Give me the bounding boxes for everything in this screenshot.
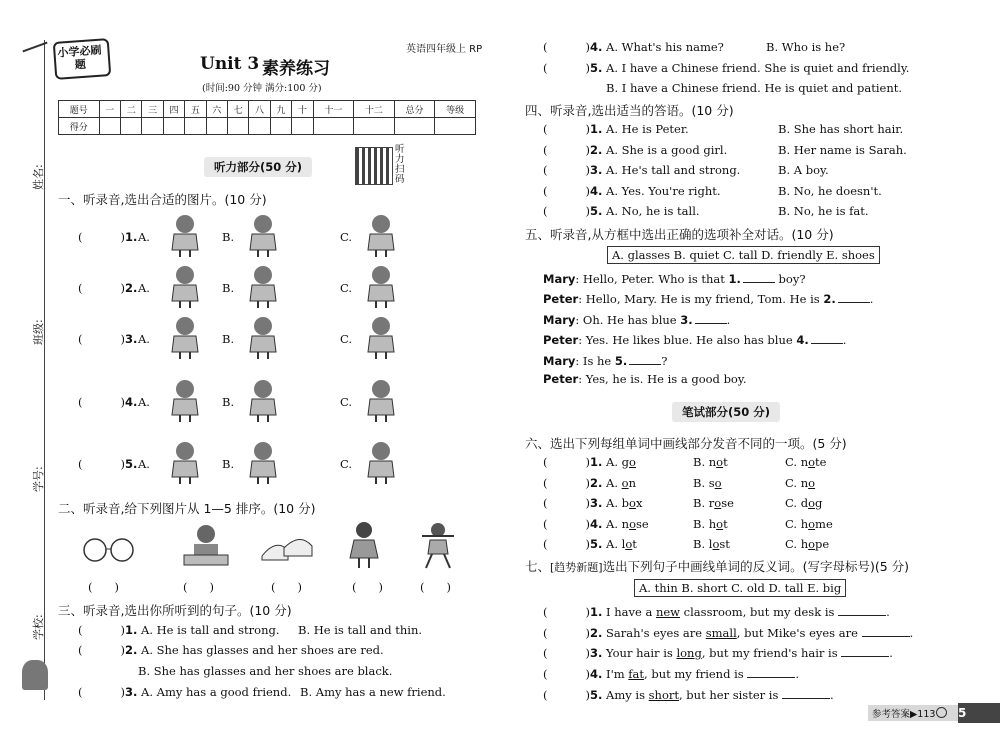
section-5-title: 五、听录音,从方框中选出正确的选项补全对话。(10 分) bbox=[525, 227, 834, 242]
dialogue-text-end: . bbox=[842, 333, 847, 347]
s4-option-b: B. No, he doesn't. bbox=[778, 184, 882, 198]
girl-exercising-picture bbox=[356, 377, 406, 423]
s7-question-row: ( )1. I have a new classroom, but my desk is . bbox=[543, 605, 890, 619]
sneakers-picture bbox=[238, 263, 288, 309]
s1-option-label[interactable]: A. bbox=[138, 230, 150, 244]
s6-word-c bbox=[785, 476, 815, 490]
girl-with-pigtails-picture bbox=[160, 212, 210, 258]
answer-blank[interactable] bbox=[743, 270, 775, 283]
score-table-header-cell: 六 bbox=[206, 101, 227, 118]
underlined-letters: o bbox=[712, 537, 720, 551]
dialogue-text-end: . bbox=[869, 292, 874, 306]
answer-paren[interactable]: ( ) bbox=[78, 230, 125, 244]
word-part: B. s bbox=[693, 476, 715, 490]
sort-answer-parens[interactable]: ( ) bbox=[420, 580, 451, 594]
girl-with-music-picture bbox=[356, 439, 406, 485]
dialogue-line bbox=[543, 372, 746, 386]
word-part: B. l bbox=[693, 537, 713, 551]
word-part: g bbox=[815, 496, 823, 510]
side-label-number: 学号: bbox=[32, 466, 45, 492]
score-table-header-cell: 四 bbox=[163, 101, 184, 118]
glasses-picture bbox=[80, 535, 138, 565]
s4-question-number: 5. bbox=[590, 204, 603, 218]
s3-question-5: ( )5. A. I have a Chinese friend. She is quiet and friendly. bbox=[543, 61, 910, 75]
s4-question-row bbox=[543, 204, 700, 218]
section-1-title: 一、听录音,选出合适的图片。(10 分) bbox=[58, 192, 267, 207]
glasses-picture bbox=[160, 263, 210, 309]
underlined-letters: o bbox=[716, 455, 724, 469]
s7-question-number: 1. bbox=[590, 605, 603, 619]
answer-paren[interactable]: ( ) bbox=[78, 623, 125, 637]
score-table-header-cell: 题号 bbox=[59, 101, 100, 118]
answer-paren[interactable]: ( ) bbox=[78, 281, 125, 295]
dialogue-text: : Yes, he is. He is a good boy. bbox=[578, 372, 747, 386]
s1-option-label[interactable]: A. bbox=[138, 281, 150, 295]
unit-title: Unit 3 bbox=[200, 54, 260, 74]
score-table-header-cell: 三 bbox=[142, 101, 163, 118]
score-table-score-row bbox=[59, 118, 476, 135]
sentence-start: Amy is bbox=[606, 688, 649, 702]
dialogue-line bbox=[543, 270, 806, 286]
answer-blank[interactable] bbox=[629, 352, 661, 365]
underlined-letters: o bbox=[716, 517, 724, 531]
girl-reading-picture bbox=[238, 439, 288, 485]
s1-option-label[interactable]: C. bbox=[340, 230, 353, 244]
s1-question-number: 4. bbox=[125, 395, 138, 409]
score-cell[interactable] bbox=[121, 118, 142, 135]
s1-option-label[interactable]: C. bbox=[340, 457, 353, 471]
score-table-header-cell: 总分 bbox=[394, 101, 435, 118]
s4-option-a: A. He's tall and strong. bbox=[606, 163, 741, 177]
s6-word-b bbox=[693, 476, 722, 490]
girl-with-flower-picture bbox=[356, 314, 406, 360]
s3-q2-option-b: B. She has glasses and her shoes are black. bbox=[138, 664, 393, 678]
underlined-word: long bbox=[676, 646, 702, 660]
s7-question-row: ( )3. Your hair is long, but my friend's hair is . bbox=[543, 646, 893, 660]
blank-number: 5. bbox=[614, 354, 628, 368]
score-table-header-cell: 十 bbox=[292, 101, 313, 118]
word-part: C. h bbox=[785, 517, 809, 531]
speaker-name: Peter bbox=[543, 292, 579, 306]
s1-option-label[interactable]: C. bbox=[340, 395, 353, 409]
score-cell[interactable] bbox=[249, 118, 270, 135]
s6-question-number: 1. bbox=[590, 455, 603, 469]
word-part: A. n bbox=[606, 517, 630, 531]
s1-option-label[interactable]: B. bbox=[222, 281, 235, 295]
sort-answer-parens[interactable]: ( ) bbox=[271, 580, 302, 594]
speaker-name: Mary bbox=[543, 272, 576, 286]
word-part: t bbox=[723, 517, 728, 531]
sentence-start: Your hair is bbox=[606, 646, 677, 660]
s1-question-number: 3. bbox=[125, 332, 138, 346]
s6-word-a bbox=[606, 517, 649, 531]
word-part: te bbox=[815, 455, 827, 469]
answer-paren[interactable]: ( ) bbox=[543, 646, 590, 660]
page-number: 5 bbox=[958, 703, 1000, 723]
answer-paren[interactable]: ( ) bbox=[543, 537, 590, 551]
underlined-letters: o bbox=[714, 496, 722, 510]
s4-option-b: B. No, he is fat. bbox=[778, 204, 869, 218]
underlined-letters: o bbox=[714, 476, 722, 490]
score-cell[interactable] bbox=[292, 118, 313, 135]
word-part: me bbox=[815, 517, 833, 531]
dialogue-text: : Yes. He likes blue. He also has blue bbox=[578, 333, 797, 347]
s4-option-a: A. She is a good girl. bbox=[606, 143, 728, 157]
s1-question-number: 1. bbox=[125, 230, 138, 244]
answer-paren[interactable]: ( ) bbox=[543, 143, 590, 157]
s1-question-number: 5. bbox=[125, 457, 138, 471]
sentence-end: , but Mike's eyes are bbox=[736, 626, 862, 640]
s3-question-1: ( )1. A. He is tall and strong. bbox=[78, 623, 280, 637]
answer-paren[interactable]: ( ) bbox=[78, 643, 125, 657]
answer-reference[interactable]: 参考答案▶113 bbox=[872, 709, 936, 720]
underlined-word: short bbox=[648, 688, 679, 702]
girl-picture bbox=[346, 520, 382, 570]
word-part: x bbox=[635, 496, 643, 510]
s6-word-a bbox=[606, 476, 636, 490]
sort-answer-parens[interactable]: ( ) bbox=[183, 580, 214, 594]
s6-word-b bbox=[693, 455, 728, 469]
answer-paren[interactable]: ( ) bbox=[543, 61, 590, 75]
two-kids-picture bbox=[160, 314, 210, 360]
underlined-letters: o bbox=[629, 455, 636, 469]
score-table-header-cell: 九 bbox=[270, 101, 291, 118]
score-cell[interactable] bbox=[142, 118, 163, 135]
speaker-name: Peter bbox=[543, 372, 579, 386]
s6-question-row bbox=[543, 455, 636, 469]
blank-number: 2. bbox=[823, 292, 836, 306]
grade-tag: 英语四年级上 RP bbox=[406, 44, 483, 55]
s1-option-label[interactable]: A. bbox=[138, 395, 150, 409]
score-table-header-cell: 一 bbox=[99, 101, 120, 118]
underlined-letters: o bbox=[629, 517, 636, 531]
answer-blank[interactable] bbox=[695, 311, 727, 324]
s6-word-c bbox=[785, 455, 826, 469]
s1-option-label[interactable]: B. bbox=[222, 457, 235, 471]
s6-word-a bbox=[606, 537, 637, 551]
sort-answer-parens[interactable]: ( ) bbox=[88, 580, 119, 594]
dialogue-line bbox=[543, 311, 730, 327]
s3-q3-option-b: B. Amy has a new friend. bbox=[300, 685, 446, 699]
dialogue-text-end: ? bbox=[661, 354, 668, 368]
word-part: se bbox=[721, 496, 734, 510]
s6-word-c bbox=[785, 537, 829, 551]
s1-question-row bbox=[78, 457, 137, 471]
score-table-header-cell: 十二 bbox=[354, 101, 395, 118]
answer-paren[interactable]: ( ) bbox=[78, 685, 125, 699]
section-3-title: 三、听录音,选出你所听到的句子。(10 分) bbox=[58, 603, 292, 618]
sentence-end: , but her sister is bbox=[679, 688, 783, 702]
word-part: A. b bbox=[606, 496, 630, 510]
score-cell[interactable] bbox=[163, 118, 184, 135]
s4-option-b: B. Her name is Sarah. bbox=[778, 143, 907, 157]
answer-paren[interactable]: ( ) bbox=[543, 163, 590, 177]
speaker-name: Peter bbox=[543, 333, 579, 347]
answer-paren[interactable]: ( ) bbox=[78, 395, 125, 409]
s4-question-number: 2. bbox=[590, 143, 603, 157]
score-cell[interactable] bbox=[206, 118, 227, 135]
sentence-end: , but my friend's hair is bbox=[701, 646, 842, 660]
s6-question-row bbox=[543, 537, 637, 551]
speaker-name: Mary bbox=[543, 313, 576, 327]
word-part: B. h bbox=[693, 517, 717, 531]
underlined-letters: o bbox=[808, 496, 815, 510]
s6-question-row bbox=[543, 476, 636, 490]
s4-question-row bbox=[543, 163, 740, 177]
s1-option-label[interactable]: B. bbox=[222, 230, 235, 244]
s6-question-number: 2. bbox=[590, 476, 603, 490]
answer-paren[interactable]: ( ) bbox=[543, 455, 590, 469]
word-part: A. g bbox=[606, 455, 630, 469]
sentence-end: , but my friend is bbox=[644, 667, 748, 681]
s5-options-box: A. glasses B. quiet C. tall D. friendly E. shoes bbox=[607, 246, 880, 264]
decorative-figure bbox=[22, 660, 48, 690]
section-6-title: 六、选出下列每组单词中画线部分发音不同的一项。(5 分) bbox=[525, 436, 847, 451]
s6-question-row bbox=[543, 496, 642, 510]
logo bbox=[53, 38, 112, 80]
s1-question-row bbox=[78, 395, 137, 409]
s1-option-label[interactable]: C. bbox=[340, 332, 353, 346]
underlined-word: fat bbox=[628, 667, 645, 681]
dancing-girl-picture bbox=[418, 520, 458, 570]
s1-question-number: 2. bbox=[125, 281, 138, 295]
score-table-header-cell: 十一 bbox=[313, 101, 354, 118]
word-part: C. d bbox=[785, 496, 809, 510]
section-2-title: 二、听录音,给下列图片从 1—5 排序。(10 分) bbox=[58, 501, 316, 516]
sentence-end: classroom, but my desk is bbox=[680, 605, 839, 619]
word-part: n bbox=[628, 476, 637, 490]
s3-question-3: ( )3. A. Amy has a good friend. bbox=[78, 685, 292, 699]
trend-tag: [趋势新题] bbox=[550, 561, 603, 574]
s4-option-a: A. Yes. You're right. bbox=[606, 184, 721, 198]
s1-option-label[interactable]: A. bbox=[138, 332, 150, 346]
answer-paren[interactable]: ( ) bbox=[543, 204, 590, 218]
side-label-school: 学校: bbox=[32, 614, 45, 640]
score-table-header-cell: 五 bbox=[185, 101, 206, 118]
classroom-picture bbox=[238, 314, 288, 360]
s4-question-number: 1. bbox=[590, 122, 603, 136]
s6-word-a bbox=[606, 496, 642, 510]
dialogue-text-end: boy? bbox=[774, 272, 806, 286]
qr-label: 听力扫码 bbox=[395, 144, 405, 185]
blank-number: 3. bbox=[680, 313, 693, 327]
score-table bbox=[58, 100, 476, 135]
logo-text: 小学必刷题 bbox=[57, 43, 102, 72]
score-row-label: 得分 bbox=[59, 118, 100, 135]
s4-option-a: A. No, he is tall. bbox=[606, 204, 700, 218]
dialogue-line bbox=[543, 352, 667, 368]
sentence-start: Sarah's eyes are bbox=[606, 626, 706, 640]
s6-question-number: 4. bbox=[590, 517, 603, 531]
score-table-header-cell: 七 bbox=[227, 101, 248, 118]
underlined-letters: o bbox=[808, 517, 816, 531]
s1-option-label[interactable]: B. bbox=[222, 395, 235, 409]
underlined-letters: o bbox=[625, 537, 633, 551]
s1-option-label[interactable]: B. bbox=[222, 332, 235, 346]
boy-with-backpack-picture bbox=[160, 377, 210, 423]
word-part: A. bbox=[606, 476, 622, 490]
answer-blank[interactable] bbox=[841, 644, 889, 657]
underlined-letters: o bbox=[621, 476, 629, 490]
s3-q1-option-b: B. He is tall and thin. bbox=[298, 623, 423, 637]
underlined-letters: o bbox=[629, 496, 636, 510]
word-part: t bbox=[723, 455, 728, 469]
baby-picture bbox=[238, 377, 288, 423]
s4-option-b: B. A boy. bbox=[778, 163, 829, 177]
score-cell[interactable] bbox=[313, 118, 354, 135]
magnifier-icon bbox=[936, 707, 947, 718]
answer-blank[interactable] bbox=[838, 603, 886, 616]
s6-word-a bbox=[606, 455, 636, 469]
sentence-start: I'm bbox=[606, 667, 629, 681]
s7-question-row: ( )2. Sarah's eyes are small, but Mike's eyes are . bbox=[543, 626, 914, 640]
s7-question-number: 5. bbox=[590, 688, 603, 702]
answer-paren[interactable]: ( ) bbox=[543, 626, 590, 640]
word-part: st bbox=[719, 537, 730, 551]
score-cell[interactable] bbox=[394, 118, 435, 135]
underlined-letters: o bbox=[808, 537, 816, 551]
answer-paren[interactable]: ( ) bbox=[543, 688, 590, 702]
s6-word-b bbox=[693, 496, 734, 510]
s7-question-number: 4. bbox=[590, 667, 603, 681]
s3-question-4: ( )4. A. What's his name? bbox=[543, 40, 724, 54]
underlined-word: new bbox=[655, 605, 681, 619]
s4-option-a: A. He is Peter. bbox=[606, 122, 689, 136]
score-cell[interactable] bbox=[354, 118, 395, 135]
side-label-class: 班级: bbox=[32, 319, 45, 345]
s6-question-number: 5. bbox=[590, 537, 603, 551]
written-banner: 笔试部分(50 分) bbox=[672, 402, 780, 422]
answer-blank[interactable] bbox=[747, 665, 795, 678]
s7-question-number: 3. bbox=[590, 646, 603, 660]
dialogue-text-end: . bbox=[726, 313, 731, 327]
qr-code-icon[interactable] bbox=[355, 147, 393, 185]
listening-banner: 听力部分(50 分) bbox=[204, 157, 312, 177]
answer-paren[interactable]: ( ) bbox=[543, 517, 590, 531]
s4-question-row bbox=[543, 184, 721, 198]
word-part: C. h bbox=[785, 537, 809, 551]
girl-standing-picture bbox=[356, 212, 406, 258]
s7-question-row: ( )4. I'm fat, but my friend is . bbox=[543, 667, 799, 681]
section-4-title: 四、听录音,选出适当的答语。(10 分) bbox=[525, 103, 734, 118]
s7-question-number: 2. bbox=[590, 626, 603, 640]
score-cell[interactable] bbox=[435, 118, 476, 135]
word-part: A. l bbox=[606, 537, 626, 551]
score-cell[interactable] bbox=[270, 118, 291, 135]
score-cell[interactable] bbox=[99, 118, 120, 135]
score-table-header-cell: 等级 bbox=[435, 101, 476, 118]
answer-paren[interactable]: ( ) bbox=[543, 40, 590, 54]
blank-number: 4. bbox=[796, 333, 809, 347]
word-part: C. n bbox=[785, 476, 809, 490]
word-part: B. n bbox=[693, 455, 717, 469]
s4-question-number: 3. bbox=[590, 163, 603, 177]
s4-question-row bbox=[543, 143, 727, 157]
word-part: pe bbox=[815, 537, 830, 551]
key-picture bbox=[356, 263, 406, 309]
score-cell[interactable] bbox=[185, 118, 206, 135]
speaker-name: Mary bbox=[543, 354, 576, 368]
girl-with-pigtails-picture bbox=[160, 439, 210, 485]
s4-question-row bbox=[543, 122, 689, 136]
underlined-letters: o bbox=[808, 476, 816, 490]
s1-option-label[interactable]: A. bbox=[138, 457, 150, 471]
word-part: C. n bbox=[785, 455, 809, 469]
answer-blank[interactable] bbox=[782, 686, 830, 699]
s6-word-c bbox=[785, 496, 822, 510]
s1-question-row bbox=[78, 332, 137, 346]
s1-question-row bbox=[78, 281, 137, 295]
score-table-header-cell: 二 bbox=[121, 101, 142, 118]
answer-paren[interactable]: ( ) bbox=[78, 332, 125, 346]
answer-paren[interactable]: ( ) bbox=[543, 476, 590, 490]
s7-question-row: ( )5. Amy is short, but her sister is . bbox=[543, 688, 834, 702]
answer-blank[interactable] bbox=[862, 624, 910, 637]
side-label-name: 姓名: bbox=[32, 164, 45, 190]
boy-face-picture bbox=[238, 212, 288, 258]
left-margin-line bbox=[44, 40, 45, 700]
s1-question-row bbox=[78, 230, 137, 244]
answer-paren[interactable]: ( ) bbox=[543, 667, 590, 681]
dialogue-line bbox=[543, 331, 846, 347]
dialogue-text: : Hello, Mary. He is my friend, Tom. He is bbox=[578, 292, 824, 306]
s3-question-2: ( )2. A. She has glasses and her shoes are red. bbox=[78, 643, 384, 657]
answer-blank[interactable] bbox=[811, 331, 843, 344]
s6-question-number: 3. bbox=[590, 496, 603, 510]
s6-word-b bbox=[693, 517, 728, 531]
answer-paren[interactable]: ( ) bbox=[543, 496, 590, 510]
s3-q5-option-b: B. I have a Chinese friend. He is quiet and patient. bbox=[606, 81, 903, 95]
dialogue-text: : Oh. He has blue bbox=[575, 313, 681, 327]
score-table-header-cell: 八 bbox=[249, 101, 270, 118]
time-info: (时间:90 分钟 满分:100 分) bbox=[202, 83, 322, 94]
s6-word-c bbox=[785, 517, 833, 531]
word-part: t bbox=[632, 537, 637, 551]
shoes-picture bbox=[258, 530, 316, 566]
dialogue-text: : Hello, Peter. Who is that bbox=[575, 272, 729, 286]
s4-question-number: 4. bbox=[590, 184, 603, 198]
answer-paren[interactable]: ( ) bbox=[543, 605, 590, 619]
dialogue-line bbox=[543, 290, 873, 306]
underlined-word: small bbox=[705, 626, 737, 640]
s7-options-box: A. thin B. short C. old D. tall E. big bbox=[634, 579, 846, 597]
underlined-letters: o bbox=[808, 455, 816, 469]
answer-blank[interactable] bbox=[838, 290, 870, 303]
s6-word-b bbox=[693, 537, 730, 551]
word-part: se bbox=[636, 517, 649, 531]
dialogue-text: : Is he bbox=[575, 354, 615, 368]
sentence-start: I have a bbox=[606, 605, 656, 619]
sort-answer-parens[interactable]: ( ) bbox=[352, 580, 383, 594]
blank-number: 1. bbox=[728, 272, 741, 286]
boy-at-desk-picture bbox=[180, 522, 232, 568]
score-cell[interactable] bbox=[227, 118, 248, 135]
s4-option-b: B. She has short hair. bbox=[778, 122, 904, 136]
score-table-header-row bbox=[59, 101, 476, 118]
s1-option-label[interactable]: C. bbox=[340, 281, 353, 295]
answer-paren[interactable]: ( ) bbox=[543, 184, 590, 198]
section-7-title: 七、[趋势新题]选出下列句子中画线单词的反义词。(写字母标号)(5 分) bbox=[525, 559, 910, 574]
s6-question-row bbox=[543, 517, 649, 531]
unit-subtitle: 素养练习 bbox=[262, 59, 330, 79]
answer-paren[interactable]: ( ) bbox=[78, 457, 125, 471]
word-part: B. r bbox=[693, 496, 715, 510]
s3-q4-option-b: B. Who is he? bbox=[766, 40, 846, 54]
answer-paren[interactable]: ( ) bbox=[543, 122, 590, 136]
